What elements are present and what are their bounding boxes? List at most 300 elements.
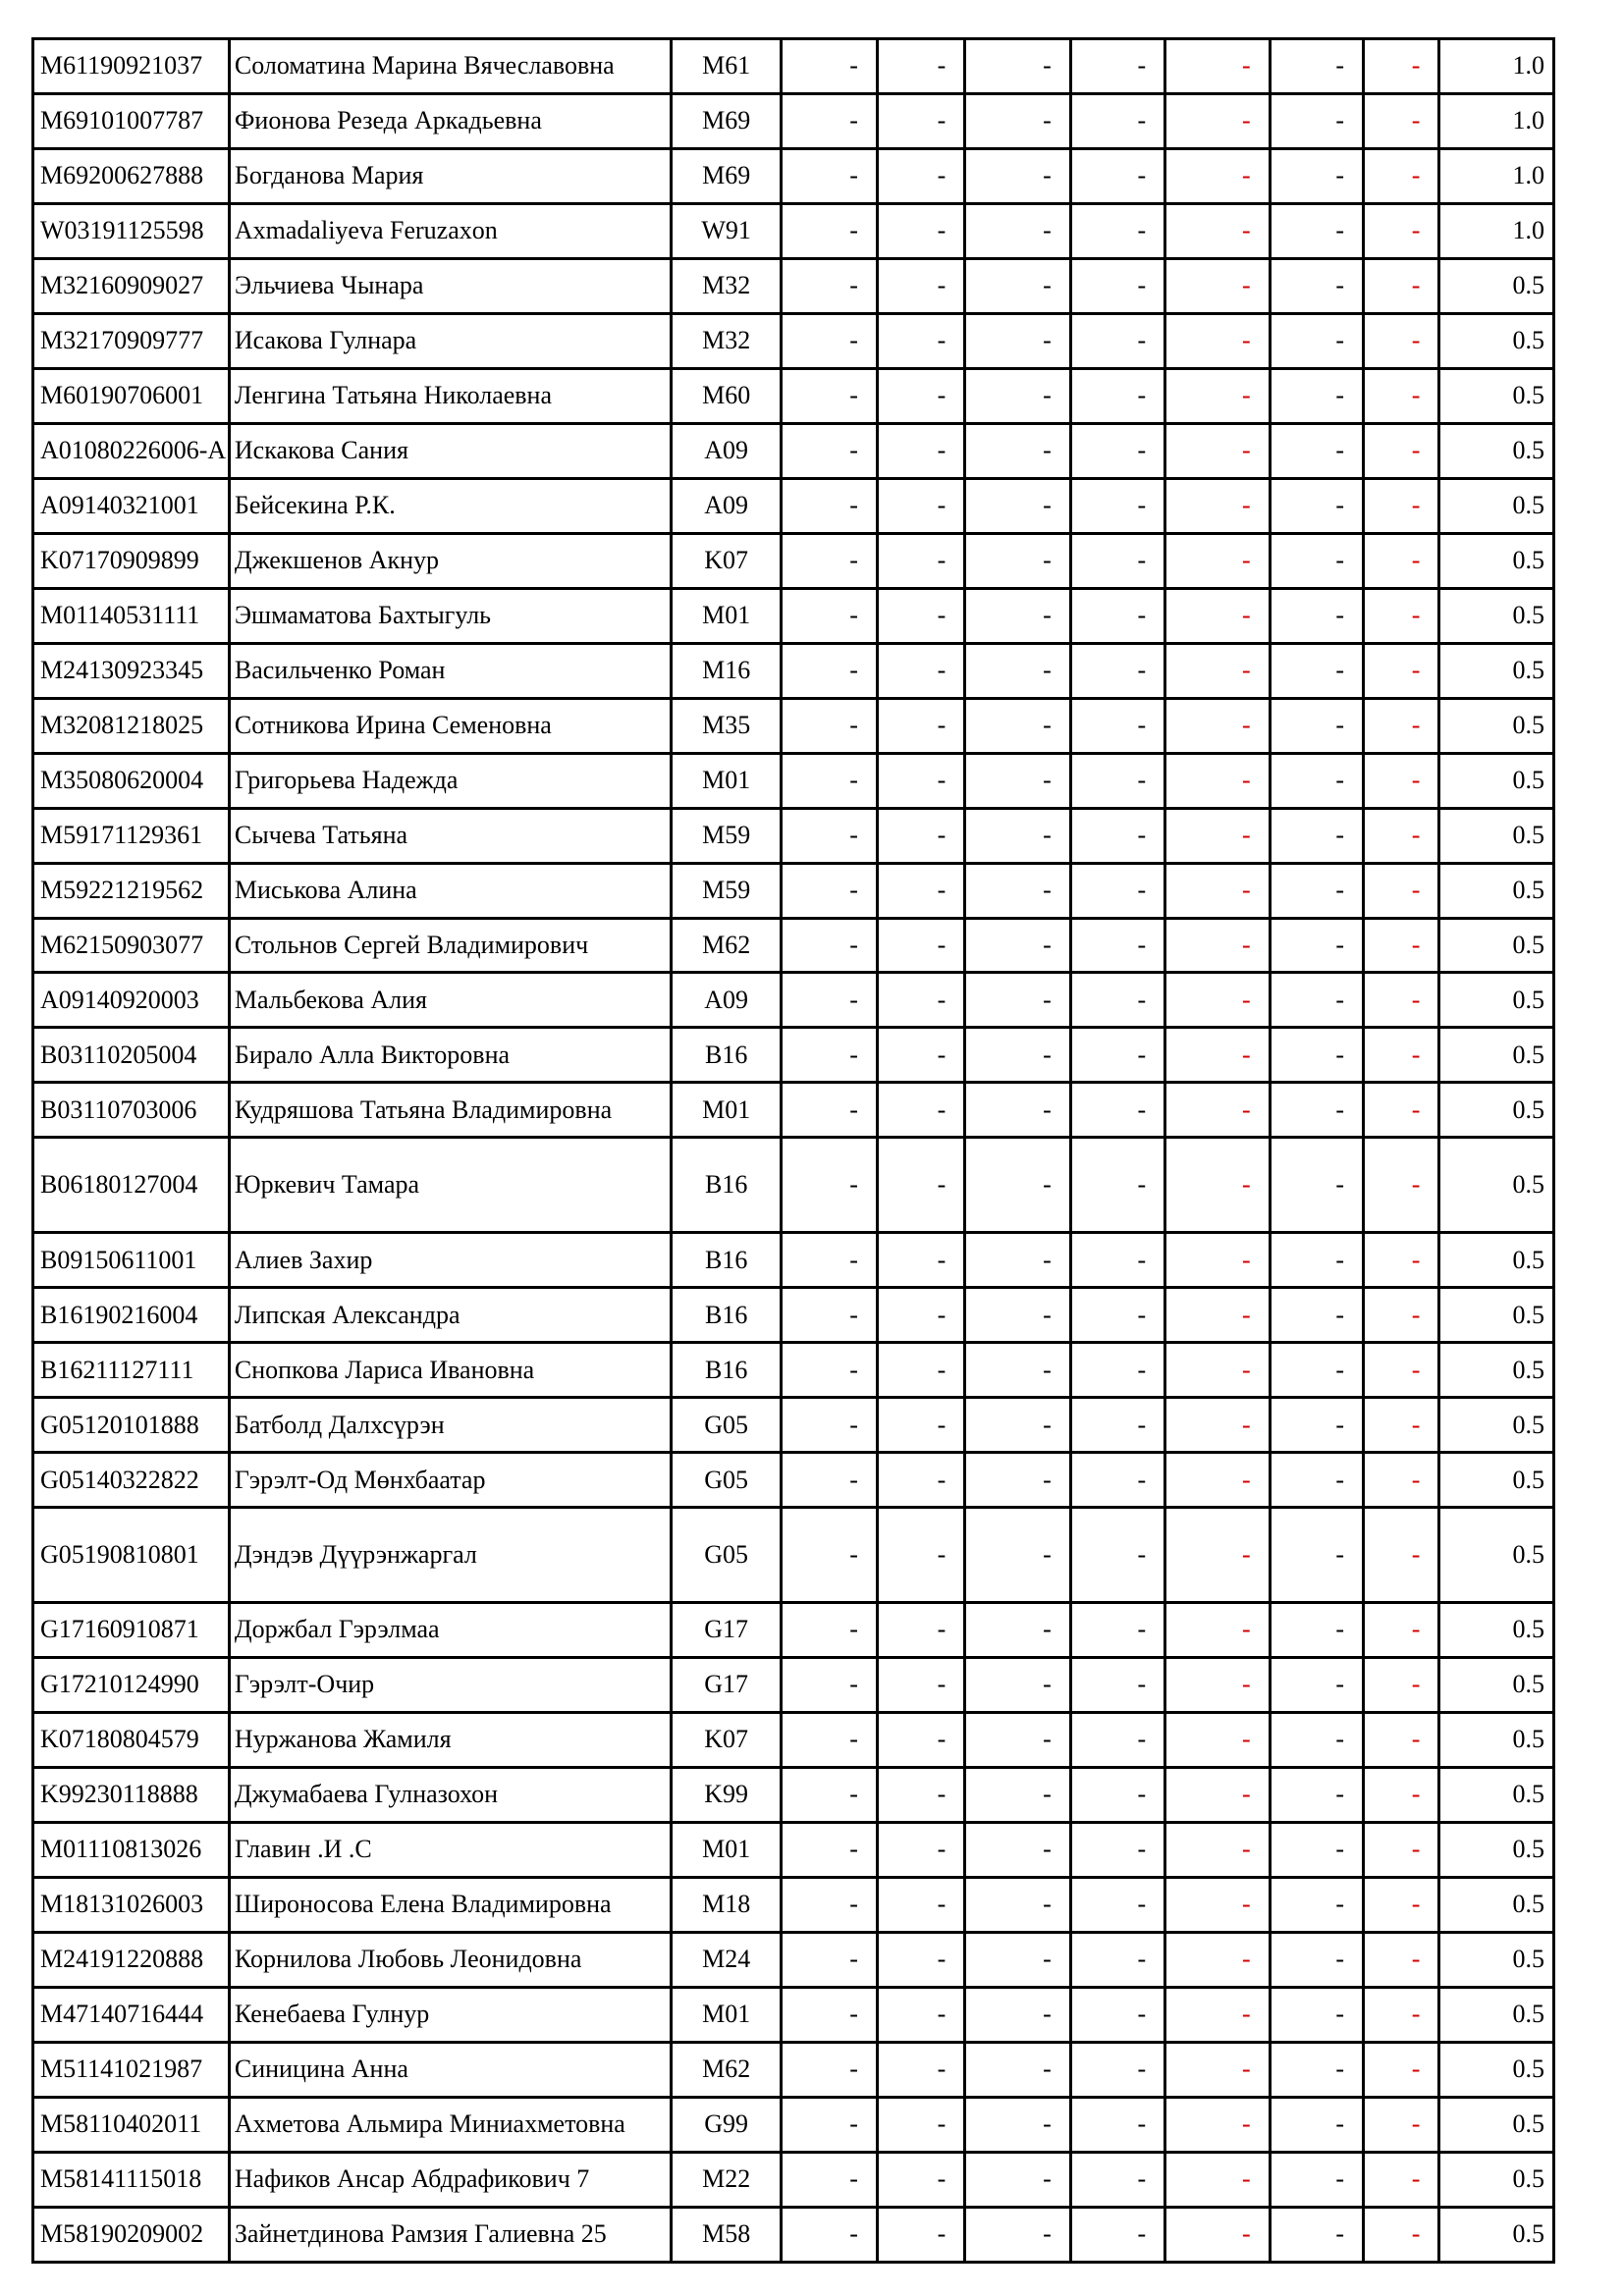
participant-name-cell: Васильченко Роман [229, 643, 671, 698]
mark-cell-6: - [1270, 1138, 1363, 1233]
mark-cell-4: - [1070, 1822, 1164, 1877]
score-cell: 0.5 [1439, 698, 1554, 753]
table-row [33, 1083, 1554, 1138]
table-row [33, 2152, 1554, 2207]
mark-cell-7: - [1364, 643, 1439, 698]
participant-id-cell: A09140920003 [33, 973, 230, 1028]
participant-name-cell: Дэндэв Дүүрэнжаргал [229, 1508, 671, 1603]
group-code-cell: G05 [671, 1508, 782, 1603]
mark-cell-3: - [965, 973, 1070, 1028]
score-cell: 0.5 [1439, 863, 1554, 918]
mark-cell-2: - [877, 1657, 964, 1712]
mark-cell-5: - [1165, 1453, 1270, 1508]
mark-cell-5: - [1165, 2152, 1270, 2207]
mark-cell-4: - [1070, 1987, 1164, 2042]
mark-cell-5: - [1165, 643, 1270, 698]
mark-cell-5: - [1165, 423, 1270, 478]
mark-cell-2: - [877, 258, 964, 313]
mark-cell-1: - [782, 2152, 877, 2207]
participant-name-cell: Эшмаматова Бахтыгуль [229, 588, 671, 643]
mark-cell-2: - [877, 148, 964, 203]
table-row [33, 1712, 1554, 1767]
mark-cell-3: - [965, 808, 1070, 863]
mark-cell-4: - [1070, 93, 1164, 148]
mark-cell-6: - [1270, 39, 1363, 94]
mark-cell-1: - [782, 2042, 877, 2097]
results-table-body [33, 39, 1554, 2263]
mark-cell-6: - [1270, 2152, 1363, 2207]
mark-cell-3: - [965, 588, 1070, 643]
participant-name-cell: Ахметова Альмира Миниахметовна [229, 2097, 671, 2152]
group-code-cell: M01 [671, 1083, 782, 1138]
mark-cell-6: - [1270, 863, 1363, 918]
mark-cell-7: - [1364, 1712, 1439, 1767]
participant-id-cell: M47140716444 [33, 1987, 230, 2042]
mark-cell-6: - [1270, 973, 1363, 1028]
mark-cell-1: - [782, 1398, 877, 1453]
mark-cell-6: - [1270, 1508, 1363, 1603]
participant-id-cell: M61190921037 [33, 39, 230, 94]
mark-cell-7: - [1364, 588, 1439, 643]
mark-cell-4: - [1070, 1288, 1164, 1343]
mark-cell-6: - [1270, 423, 1363, 478]
mark-cell-7: - [1364, 1233, 1439, 1288]
mark-cell-3: - [965, 148, 1070, 203]
mark-cell-4: - [1070, 1932, 1164, 1987]
participant-id-cell: M32170909777 [33, 313, 230, 368]
mark-cell-4: - [1070, 973, 1164, 1028]
score-cell: 0.5 [1439, 1288, 1554, 1343]
group-code-cell: M22 [671, 2152, 782, 2207]
score-cell: 0.5 [1439, 588, 1554, 643]
mark-cell-6: - [1270, 1822, 1363, 1877]
group-code-cell: A09 [671, 973, 782, 1028]
table-row [33, 1822, 1554, 1877]
mark-cell-7: - [1364, 1877, 1439, 1932]
score-cell: 0.5 [1439, 1453, 1554, 1508]
participant-id-cell: M01110813026 [33, 1822, 230, 1877]
mark-cell-3: - [965, 698, 1070, 753]
mark-cell-7: - [1364, 1767, 1439, 1822]
mark-cell-3: - [965, 2097, 1070, 2152]
mark-cell-3: - [965, 1508, 1070, 1603]
table-row [33, 918, 1554, 973]
participant-name-cell: Ленгина Татьяна Николаевна [229, 368, 671, 423]
mark-cell-1: - [782, 1453, 877, 1508]
mark-cell-3: - [965, 313, 1070, 368]
mark-cell-7: - [1364, 313, 1439, 368]
mark-cell-7: - [1364, 1508, 1439, 1603]
mark-cell-2: - [877, 588, 964, 643]
table-row [33, 1028, 1554, 1083]
score-cell: 0.5 [1439, 478, 1554, 533]
group-code-cell: K07 [671, 1712, 782, 1767]
mark-cell-4: - [1070, 1083, 1164, 1138]
group-code-cell: M24 [671, 1932, 782, 1987]
score-cell: 0.5 [1439, 1822, 1554, 1877]
score-cell: 0.5 [1439, 1138, 1554, 1233]
mark-cell-2: - [877, 918, 964, 973]
mark-cell-4: - [1070, 148, 1164, 203]
participant-name-cell: Джекшенов Акнур [229, 533, 671, 588]
score-cell: 0.5 [1439, 368, 1554, 423]
table-row [33, 643, 1554, 698]
mark-cell-3: - [965, 2207, 1070, 2262]
mark-cell-1: - [782, 1508, 877, 1603]
mark-cell-2: - [877, 1987, 964, 2042]
mark-cell-1: - [782, 203, 877, 258]
participant-name-cell: Гэрэлт-Очир [229, 1657, 671, 1712]
mark-cell-1: - [782, 918, 877, 973]
mark-cell-1: - [782, 313, 877, 368]
table-row [33, 1932, 1554, 1987]
mark-cell-1: - [782, 423, 877, 478]
score-cell: 0.5 [1439, 313, 1554, 368]
table-row [33, 1233, 1554, 1288]
participant-id-cell: B03110703006 [33, 1083, 230, 1138]
mark-cell-2: - [877, 1508, 964, 1603]
mark-cell-5: - [1165, 478, 1270, 533]
mark-cell-4: - [1070, 533, 1164, 588]
mark-cell-3: - [965, 1398, 1070, 1453]
mark-cell-4: - [1070, 1138, 1164, 1233]
table-row [33, 2097, 1554, 2152]
mark-cell-6: - [1270, 1602, 1363, 1657]
mark-cell-4: - [1070, 863, 1164, 918]
table-row [33, 2207, 1554, 2262]
group-code-cell: K07 [671, 533, 782, 588]
mark-cell-2: - [877, 1712, 964, 1767]
mark-cell-5: - [1165, 808, 1270, 863]
group-code-cell: B16 [671, 1138, 782, 1233]
mark-cell-6: - [1270, 643, 1363, 698]
mark-cell-6: - [1270, 313, 1363, 368]
table-row [33, 588, 1554, 643]
group-code-cell: G17 [671, 1657, 782, 1712]
mark-cell-4: - [1070, 1712, 1164, 1767]
mark-cell-7: - [1364, 1822, 1439, 1877]
mark-cell-6: - [1270, 203, 1363, 258]
score-cell: 0.5 [1439, 1602, 1554, 1657]
group-code-cell: M59 [671, 863, 782, 918]
participant-name-cell: Григорьева Надежда [229, 753, 671, 808]
mark-cell-2: - [877, 368, 964, 423]
mark-cell-4: - [1070, 313, 1164, 368]
mark-cell-1: - [782, 808, 877, 863]
mark-cell-5: - [1165, 2042, 1270, 2097]
participant-id-cell: B09150611001 [33, 1233, 230, 1288]
mark-cell-5: - [1165, 2207, 1270, 2262]
participant-name-cell: Стольнов Сергей Владимирович [229, 918, 671, 973]
mark-cell-3: - [965, 1343, 1070, 1398]
mark-cell-2: - [877, 1932, 964, 1987]
mark-cell-6: - [1270, 918, 1363, 973]
score-cell: 0.5 [1439, 1028, 1554, 1083]
mark-cell-3: - [965, 258, 1070, 313]
mark-cell-5: - [1165, 203, 1270, 258]
table-row [33, 698, 1554, 753]
mark-cell-4: - [1070, 588, 1164, 643]
mark-cell-2: - [877, 1083, 964, 1138]
table-row [33, 753, 1554, 808]
mark-cell-2: - [877, 863, 964, 918]
mark-cell-3: - [965, 203, 1070, 258]
mark-cell-1: - [782, 973, 877, 1028]
mark-cell-5: - [1165, 973, 1270, 1028]
participant-id-cell: G05120101888 [33, 1398, 230, 1453]
score-cell: 0.5 [1439, 2152, 1554, 2207]
group-code-cell: M18 [671, 1877, 782, 1932]
mark-cell-5: - [1165, 313, 1270, 368]
table-row [33, 93, 1554, 148]
participant-id-cell: K07180804579 [33, 1712, 230, 1767]
mark-cell-4: - [1070, 2097, 1164, 2152]
mark-cell-1: - [782, 1712, 877, 1767]
group-code-cell: M69 [671, 148, 782, 203]
participant-id-cell: B16190216004 [33, 1288, 230, 1343]
mark-cell-3: - [965, 1987, 1070, 2042]
score-cell: 0.5 [1439, 533, 1554, 588]
table-row [33, 313, 1554, 368]
mark-cell-7: - [1364, 1398, 1439, 1453]
group-code-cell: B16 [671, 1233, 782, 1288]
mark-cell-2: - [877, 1138, 964, 1233]
participant-name-cell: Гэрэлт-Од Мөнхбаатар [229, 1453, 671, 1508]
mark-cell-7: - [1364, 2152, 1439, 2207]
mark-cell-7: - [1364, 753, 1439, 808]
participant-name-cell: Нафиков Ансар Абдрафикович 7 [229, 2152, 671, 2207]
mark-cell-4: - [1070, 258, 1164, 313]
mark-cell-3: - [965, 1767, 1070, 1822]
participant-id-cell: G05140322822 [33, 1453, 230, 1508]
mark-cell-4: - [1070, 1602, 1164, 1657]
mark-cell-1: - [782, 1083, 877, 1138]
participant-name-cell: Корнилова Любовь Леонидовна [229, 1932, 671, 1987]
mark-cell-2: - [877, 1877, 964, 1932]
mark-cell-4: - [1070, 1508, 1164, 1603]
mark-cell-7: - [1364, 1987, 1439, 2042]
mark-cell-6: - [1270, 1028, 1363, 1083]
participant-id-cell: M69101007787 [33, 93, 230, 148]
mark-cell-7: - [1364, 1343, 1439, 1398]
mark-cell-4: - [1070, 808, 1164, 863]
mark-cell-1: - [782, 2207, 877, 2262]
mark-cell-3: - [965, 1453, 1070, 1508]
participant-name-cell: Соломатина Марина Вячеславовна [229, 39, 671, 94]
mark-cell-5: - [1165, 1028, 1270, 1083]
mark-cell-3: - [965, 533, 1070, 588]
mark-cell-1: - [782, 533, 877, 588]
mark-cell-3: - [965, 478, 1070, 533]
score-cell: 0.5 [1439, 973, 1554, 1028]
mark-cell-5: - [1165, 1712, 1270, 1767]
mark-cell-4: - [1070, 478, 1164, 533]
participant-name-cell: Нуржанова Жамиля [229, 1712, 671, 1767]
group-code-cell: M32 [671, 258, 782, 313]
group-code-cell: M69 [671, 93, 782, 148]
participant-id-cell: M58190209002 [33, 2207, 230, 2262]
mark-cell-6: - [1270, 1343, 1363, 1398]
mark-cell-7: - [1364, 93, 1439, 148]
participant-id-cell: K99230118888 [33, 1767, 230, 1822]
mark-cell-2: - [877, 1398, 964, 1453]
participant-name-cell: Миськова Алина [229, 863, 671, 918]
mark-cell-4: - [1070, 1343, 1164, 1398]
mark-cell-4: - [1070, 2207, 1164, 2262]
mark-cell-3: - [965, 1657, 1070, 1712]
score-cell: 0.5 [1439, 1877, 1554, 1932]
mark-cell-3: - [965, 1028, 1070, 1083]
mark-cell-3: - [965, 1288, 1070, 1343]
mark-cell-6: - [1270, 1877, 1363, 1932]
table-row [33, 1288, 1554, 1343]
mark-cell-5: - [1165, 1932, 1270, 1987]
mark-cell-7: - [1364, 258, 1439, 313]
score-cell: 0.5 [1439, 1508, 1554, 1603]
mark-cell-5: - [1165, 1233, 1270, 1288]
mark-cell-2: - [877, 478, 964, 533]
mark-cell-5: - [1165, 1987, 1270, 2042]
participant-id-cell: M32160909027 [33, 258, 230, 313]
group-code-cell: A09 [671, 423, 782, 478]
mark-cell-1: - [782, 1343, 877, 1398]
mark-cell-2: - [877, 1343, 964, 1398]
score-cell: 0.5 [1439, 423, 1554, 478]
mark-cell-3: - [965, 2042, 1070, 2097]
mark-cell-3: - [965, 1083, 1070, 1138]
mark-cell-4: - [1070, 39, 1164, 94]
mark-cell-6: - [1270, 1657, 1363, 1712]
mark-cell-1: - [782, 1987, 877, 2042]
score-cell: 0.5 [1439, 1987, 1554, 2042]
mark-cell-2: - [877, 698, 964, 753]
table-row [33, 1508, 1554, 1603]
mark-cell-5: - [1165, 1877, 1270, 1932]
mark-cell-2: - [877, 2042, 964, 2097]
mark-cell-2: - [877, 808, 964, 863]
participant-id-cell: M62150903077 [33, 918, 230, 973]
participant-id-cell: G05190810801 [33, 1508, 230, 1603]
score-cell: 0.5 [1439, 918, 1554, 973]
mark-cell-5: - [1165, 368, 1270, 423]
table-row [33, 1398, 1554, 1453]
score-cell: 0.5 [1439, 258, 1554, 313]
mark-cell-5: - [1165, 1508, 1270, 1603]
participant-name-cell: Бирало Алла Викторовна [229, 1028, 671, 1083]
participant-id-cell: M59171129361 [33, 808, 230, 863]
participant-name-cell: Фионова Резеда Аркадьевна [229, 93, 671, 148]
mark-cell-6: - [1270, 1712, 1363, 1767]
table-row [33, 1138, 1554, 1233]
participant-id-cell: M35080620004 [33, 753, 230, 808]
mark-cell-4: - [1070, 1398, 1164, 1453]
table-row [33, 478, 1554, 533]
mark-cell-2: - [877, 1767, 964, 1822]
mark-cell-5: - [1165, 39, 1270, 94]
mark-cell-6: - [1270, 1288, 1363, 1343]
mark-cell-3: - [965, 1877, 1070, 1932]
mark-cell-3: - [965, 2152, 1070, 2207]
mark-cell-6: - [1270, 258, 1363, 313]
table-row [33, 533, 1554, 588]
mark-cell-5: - [1165, 258, 1270, 313]
mark-cell-6: - [1270, 368, 1363, 423]
score-cell: 0.5 [1439, 1767, 1554, 1822]
mark-cell-2: - [877, 1822, 964, 1877]
score-cell: 0.5 [1439, 1083, 1554, 1138]
mark-cell-7: - [1364, 533, 1439, 588]
group-code-cell: M01 [671, 588, 782, 643]
score-cell: 1.0 [1439, 148, 1554, 203]
participant-id-cell: K07170909899 [33, 533, 230, 588]
score-cell: 0.5 [1439, 2207, 1554, 2262]
mark-cell-4: - [1070, 423, 1164, 478]
participant-id-cell: M01140531111 [33, 588, 230, 643]
participant-name-cell: Зайнетдинова Рамзия Галиевна 25 [229, 2207, 671, 2262]
mark-cell-3: - [965, 39, 1070, 94]
mark-cell-7: - [1364, 1602, 1439, 1657]
mark-cell-7: - [1364, 2097, 1439, 2152]
participant-name-cell: Мальбекова Алия [229, 973, 671, 1028]
participant-id-cell: M18131026003 [33, 1877, 230, 1932]
mark-cell-4: - [1070, 1767, 1164, 1822]
mark-cell-1: - [782, 2097, 877, 2152]
mark-cell-7: - [1364, 918, 1439, 973]
mark-cell-1: - [782, 1028, 877, 1083]
mark-cell-1: - [782, 863, 877, 918]
mark-cell-5: - [1165, 148, 1270, 203]
mark-cell-7: - [1364, 1028, 1439, 1083]
mark-cell-6: - [1270, 2042, 1363, 2097]
mark-cell-1: - [782, 1877, 877, 1932]
score-cell: 0.5 [1439, 753, 1554, 808]
mark-cell-7: - [1364, 808, 1439, 863]
mark-cell-2: - [877, 39, 964, 94]
table-row [33, 973, 1554, 1028]
score-cell: 0.5 [1439, 1712, 1554, 1767]
participant-name-cell: Axmadaliyeva Feruzaxon [229, 203, 671, 258]
mark-cell-7: - [1364, 2042, 1439, 2097]
score-cell: 0.5 [1439, 643, 1554, 698]
mark-cell-7: - [1364, 423, 1439, 478]
group-code-cell: M58 [671, 2207, 782, 2262]
mark-cell-5: - [1165, 753, 1270, 808]
mark-cell-1: - [782, 368, 877, 423]
score-cell: 0.5 [1439, 808, 1554, 863]
participant-name-cell: Главин .И .С [229, 1822, 671, 1877]
participant-name-cell: Искакова Сания [229, 423, 671, 478]
mark-cell-6: - [1270, 1767, 1363, 1822]
mark-cell-6: - [1270, 1453, 1363, 1508]
mark-cell-4: - [1070, 1877, 1164, 1932]
group-code-cell: B16 [671, 1288, 782, 1343]
table-row [33, 368, 1554, 423]
group-code-cell: G05 [671, 1398, 782, 1453]
mark-cell-3: - [965, 863, 1070, 918]
participant-id-cell: M69200627888 [33, 148, 230, 203]
mark-cell-6: - [1270, 1398, 1363, 1453]
group-code-cell: M61 [671, 39, 782, 94]
mark-cell-6: - [1270, 1987, 1363, 2042]
mark-cell-2: - [877, 753, 964, 808]
mark-cell-2: - [877, 1453, 964, 1508]
mark-cell-6: - [1270, 2097, 1363, 2152]
mark-cell-3: - [965, 1932, 1070, 1987]
participant-name-cell: Исакова Гулнара [229, 313, 671, 368]
mark-cell-7: - [1364, 148, 1439, 203]
mark-cell-7: - [1364, 1453, 1439, 1508]
mark-cell-7: - [1364, 368, 1439, 423]
